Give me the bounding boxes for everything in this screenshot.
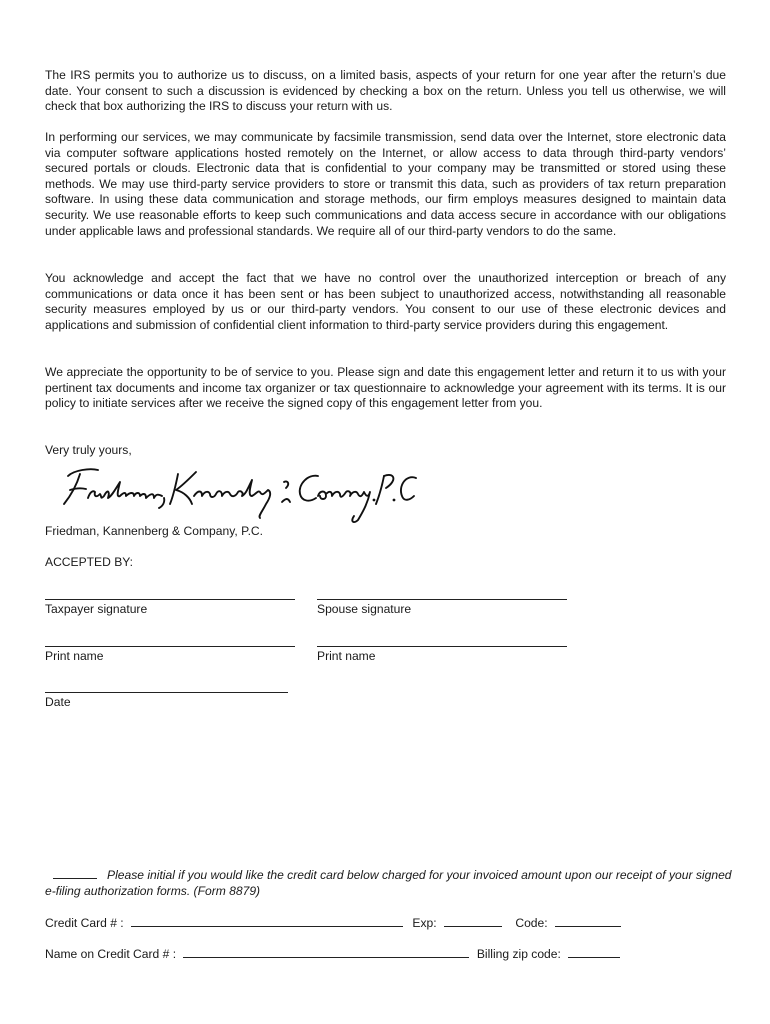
print-name-label-left: Print name [45,649,104,663]
code-field[interactable] [555,914,621,927]
acknowledgement-paragraph: You acknowledge and accept the fact that we have no control over the unauthorized interception or breach of any communications or data once it has been sent or has been subject to unauthorized access, notwithstanding all reasonable security measures employed by us or our third-party vendors. You consent to our use of these electronic devices and applications and submission of confidential client information to third-party service providers during this engagement. [45,271,726,332]
card-name-row [45,945,620,963]
firm-name: Friedman, Kannenberg & Company, P.C. [45,524,264,538]
date-label: Date [45,695,71,709]
exp-field[interactable] [444,914,502,927]
name-on-card-field[interactable] [183,945,469,958]
taxpayer-signature-label: Taxpayer signature [45,602,148,616]
initial-blank-line[interactable] [53,867,97,879]
signature-graphic [50,458,420,526]
appreciation-paragraph: We appreciate the opportunity to be of service to you. Please sign and date this engagement letter and return it to us with your pertinent tax documents and income tax organizer or tax questionnaire to acknowledge your agreement with its terms. It is our policy to initiate services after we receive the signed copy of this engagement letter from you. [45,365,726,411]
billing-zip-field[interactable] [568,945,620,958]
print-name-line-right[interactable] [317,646,567,647]
print-name-label-right: Print name [317,649,376,663]
irs-authorization-paragraph: The IRS permits you to authorize us to discuss, on a limited basis, aspects of your return for one year after the return’s due date. Your consent to such a discussion is evidenced by checking a box on the return. Unless you tell us otherwise, we will check that box authorizing the IRS to discuss your return with us. [45,68,726,114]
credit-card-row [45,914,621,932]
date-line[interactable] [45,692,288,693]
exp-label: Exp: [412,916,437,930]
closing-salutation: Very truly yours, [45,443,132,457]
electronic-data-paragraph: In performing our services, we may communicate by facsimile transmission, send data over the Internet, store electronic data via computer software applications hosted remotely on the Internet, or allow access to data through third-party vendors’ secured portals or clouds. Electronic data that is confidential to your company may be transmitted or stored using these methods. We may use third-party service providers to store or transmit this data, such as providers of tax return preparation software. In using these data communication and storage methods, our firm employs measures designed to maintain data security. We use reasonable efforts to keep such communications and data access secure in accordance with our obligations under applicable laws and professional standards. We require all of our third-party vendors to do the same. [45,130,726,238]
credit-card-initial-note [45,867,735,899]
firm-signature [50,458,420,526]
taxpayer-signature-line[interactable] [45,599,295,600]
spouse-signature-label: Spouse signature [317,602,412,616]
billing-zip-label: Billing zip code: [476,947,561,961]
print-name-line-left[interactable] [45,646,295,647]
credit-card-number-label: Credit Card # : [45,916,124,930]
credit-card-number-field[interactable] [131,914,403,927]
spouse-signature-line[interactable] [317,599,567,600]
name-on-card-label: Name on Credit Card # : [45,947,177,961]
code-label: Code: [515,916,548,930]
accepted-by-heading: ACCEPTED BY: [45,555,134,569]
credit-card-initial-text: Please initial if you would like the credit card below charged for your invoiced amount upon our receipt of your signed e-filing authorization forms. (Form 8879) [45,868,732,898]
